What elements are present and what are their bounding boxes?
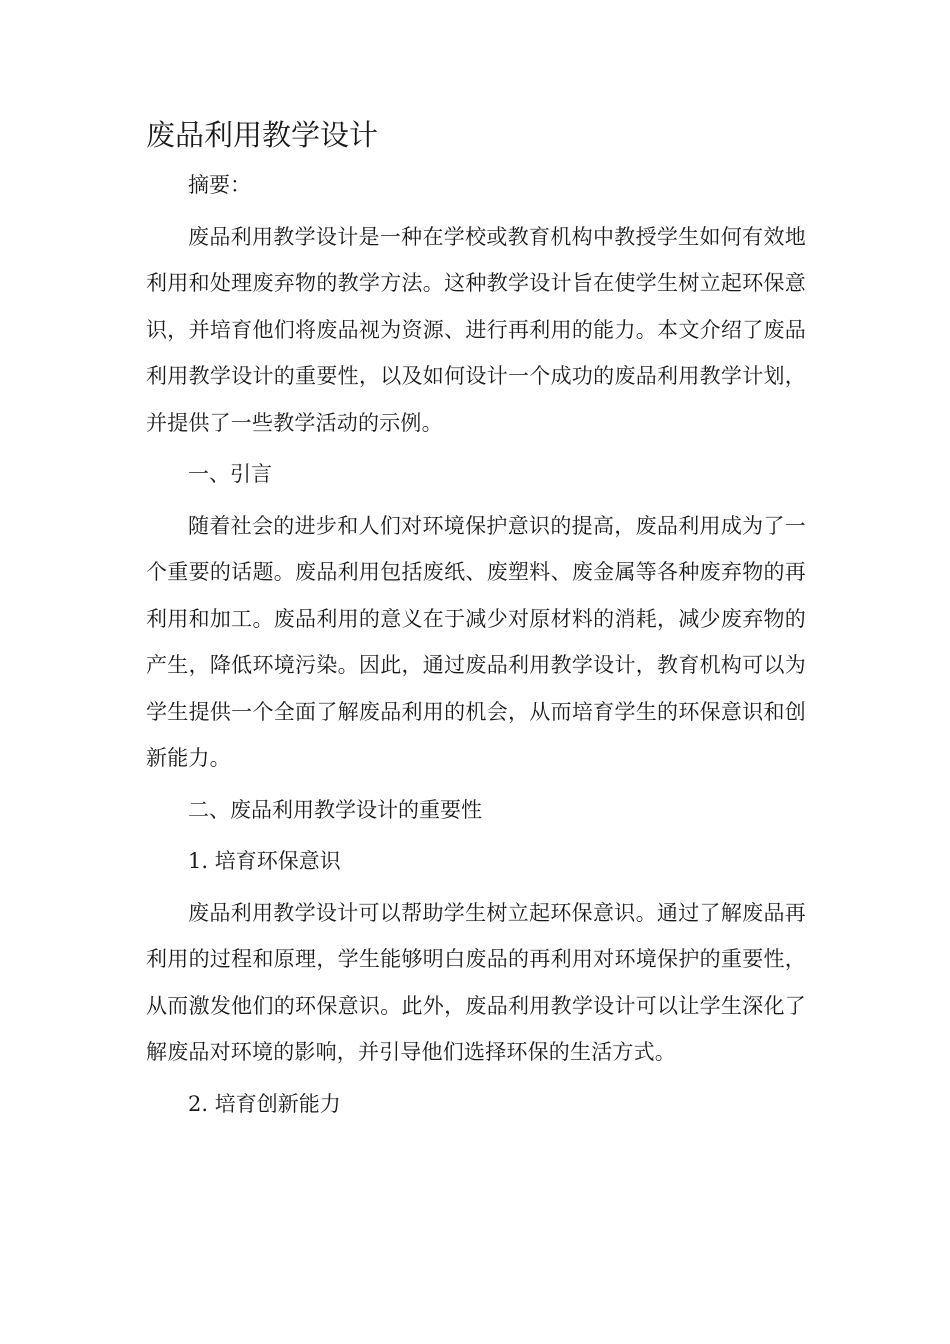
document-title: 废品利用教学设计: [146, 118, 379, 152]
document-page: [146, 112, 806, 1132]
section-1-paragraph: 随着社会的进步和人们对环境保护意识的提高，废品利用成为了一个重要的话题。废品利用包括废纸、废塑料、废金属等各种废弃物的再利用和加工。废品利用的意义在于减少对原材料的消耗，减少废弃物的产生，降低环境污染。因此，通过废品利用教学设计，教育机构可以为学生提供一个全面了解废品利用的机会，从而培育学生的环保意识和创新能力。: [146, 513, 806, 770]
abstract-label: 摘要：: [188, 173, 251, 197]
section-2-heading: 二、废品利用教学设计的重要性: [188, 797, 482, 822]
section-1-heading: 一、引言: [188, 462, 272, 486]
abstract-paragraph: 废品利用教学设计是一种在学校或教育机构中教授学生如何有效地利用和处理废弃物的教学方法。这种教学设计旨在使学生树立起环保意识，并培育他们将废品视为资源、进行再利用的能力。本文介绍了废品利用教学设计的重要性，以及如何设计一个成功的废品利用教学计划，并提供了一些教学活动的示例。: [146, 224, 806, 435]
subsection-1-paragraph: 废品利用教学设计可以帮助学生树立起环保意识。通过了解废品再利用的过程和原理，学生能够明白废品的再利用对环境保护的重要性，从而激发他们的环保意识。此外，废品利用教学设计可以让学生深化了解废品对环境的影响，并引导他们选择环保的生活方式。: [146, 900, 806, 1064]
subsection-1-heading: 1. 培育环保意识: [188, 849, 341, 873]
subsection-2-heading: 2. 培育创新能力: [188, 1091, 341, 1116]
